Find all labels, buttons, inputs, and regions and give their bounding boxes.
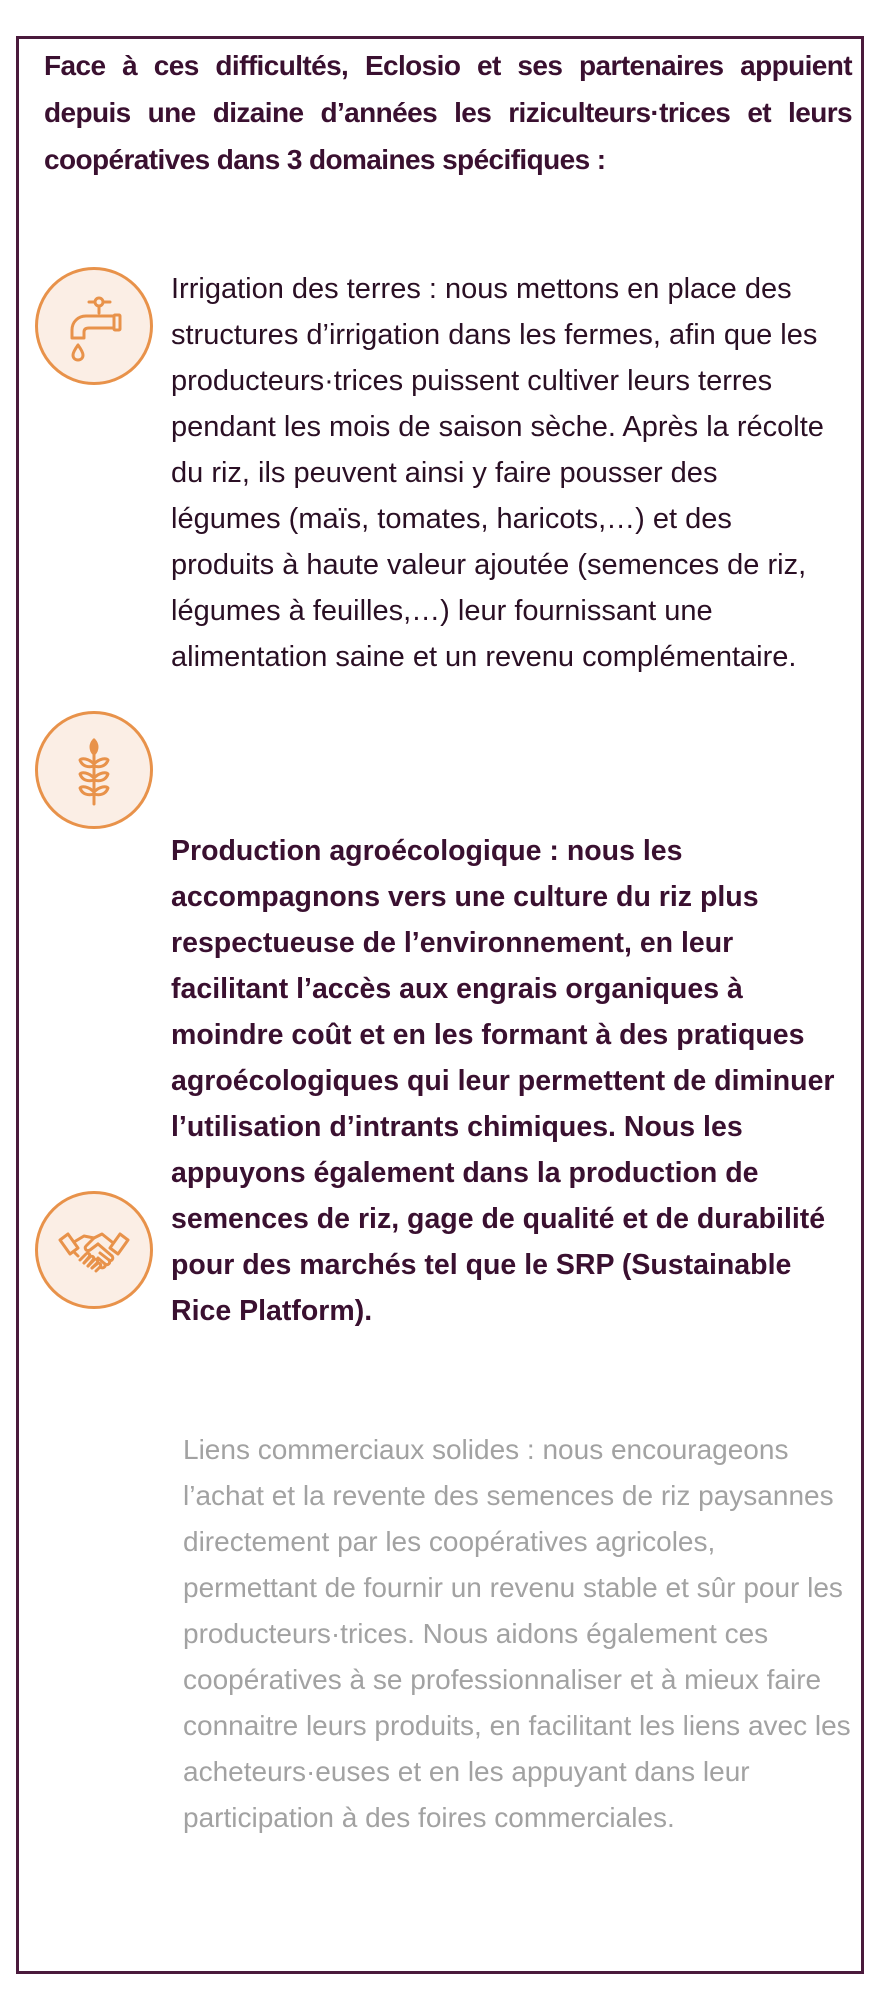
section-agroecology-text: Production agroécologique : nous les accompagnons vers une culture du riz plus respectueuse de l’environnement, en leur facilitant l’accès aux engrais organiques à moindre coût et en les formant à des pratiques agroécologiques qui leur permettent de diminuer l’utilisation d’intrants chimiques. Nous les appuyons également dans la production de semences de riz, gage de qualité et de durabilité pour des marchés tel que le SRP (Sustainable Rice Platform). (171, 835, 835, 1327)
section-commercial-links-text: Liens commerciaux solides : nous encourageons l’achat et la revente des semences de riz paysannes directement par les coopératives agricoles, permettant de fournir un revenu stable et sûr pour les producteurs·trices. Nous aidons également ces coopératives à se professionnaliser et à mieux faire connaitre leurs produits, en facilitant les liens avec les acheteurs·euses et en les appuyant dans leur participation à des foires commerciales. (183, 1434, 851, 1833)
handshake-icon (35, 1191, 153, 1309)
section-irrigation-text: Irrigation des terres : nous mettons en place des structures d’irrigation dans les fermes, afin que les producteurs·trices puissent cultiver leurs terres pendant les mois de saison sèche. Après la récolte du riz, ils peuvent ainsi y faire pousser des légumes (maïs, tomates, haricots,…) et des produits à haute valeur ajoutée (semences de riz, légumes à feuilles,…) leur fournissant une alimentation saine et un revenu complémentaire. (171, 273, 824, 673)
intro-heading: Face à ces difficultés, Eclosio et ses partenaires appuient depuis une dizaine d’années les riziculteurs·trices et leurs coopératives dans 3 domaines spécifiques : (44, 50, 852, 175)
water-tap-icon (35, 267, 153, 385)
wheat-plant-icon (35, 711, 153, 829)
